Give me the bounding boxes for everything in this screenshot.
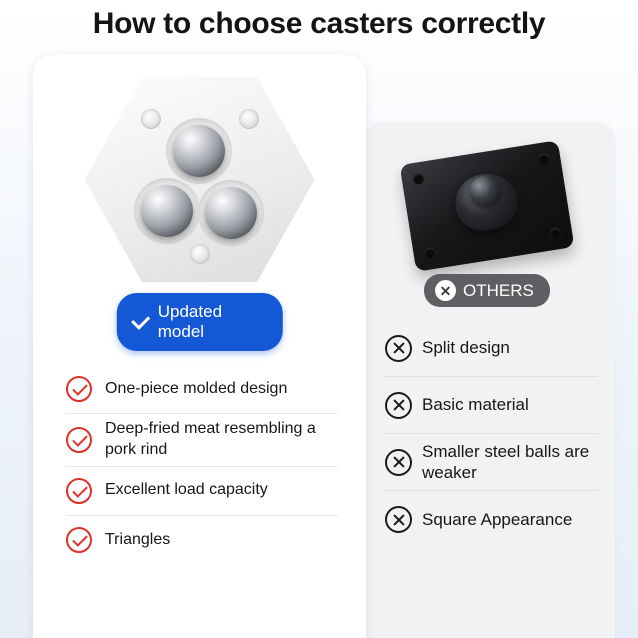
screw-hole-icon	[549, 227, 562, 240]
product-card	[33, 55, 366, 638]
list-item-label: Square Appearance	[422, 509, 573, 529]
x-circle-icon	[385, 506, 412, 533]
list-item	[383, 377, 598, 434]
hexagon-plate-icon	[85, 77, 315, 282]
list-item-label: Triangles	[105, 530, 171, 548]
screw-hole-icon	[239, 109, 259, 129]
x-circle-icon	[385, 392, 412, 419]
list-item	[66, 414, 338, 467]
screw-hole-icon	[141, 109, 161, 129]
others-card	[365, 122, 615, 638]
check-circle-icon	[66, 427, 92, 453]
page-title: How to choose casters correctly	[92, 7, 546, 40]
list-item-label: Excellent load capacity	[105, 481, 268, 499]
check-circle-icon	[66, 527, 92, 553]
screw-hole-icon	[538, 153, 551, 166]
list-item-label: Deep-fried meat resembling a pork rind	[105, 420, 316, 458]
list-item-label: Smaller steel balls are weaker	[422, 441, 590, 482]
list-item	[383, 320, 598, 377]
x-circle-icon	[385, 449, 412, 476]
screw-hole-icon	[424, 247, 437, 260]
updated-model-badge	[116, 293, 283, 351]
x-icon: ✕	[435, 280, 456, 301]
steel-ball-icon	[173, 125, 225, 177]
x-circle-icon	[385, 335, 412, 362]
list-item-label: Basic material	[422, 395, 529, 415]
check-circle-icon	[66, 376, 92, 402]
list-item-label: One-piece molded design	[105, 379, 288, 397]
others-product-image	[387, 130, 592, 280]
steel-ball-icon	[141, 185, 193, 237]
others-badge	[424, 274, 550, 307]
check-icon	[131, 311, 150, 330]
list-item-label: Split design	[422, 338, 510, 358]
features-list	[66, 365, 338, 565]
list-item	[66, 467, 338, 516]
list-item	[383, 434, 598, 491]
black-square-plate-icon	[400, 140, 575, 272]
updated-model-label: Updated model	[157, 302, 223, 341]
others-badge-label: OTHERS	[463, 280, 534, 300]
screw-hole-icon	[190, 244, 210, 264]
steel-ball-icon	[205, 187, 257, 239]
list-item	[66, 516, 338, 565]
check-circle-icon	[66, 478, 92, 504]
screw-hole-icon	[412, 173, 425, 186]
product-image	[85, 77, 315, 287]
list-item	[66, 365, 338, 414]
drawbacks-list	[383, 320, 598, 548]
list-item	[383, 491, 598, 548]
